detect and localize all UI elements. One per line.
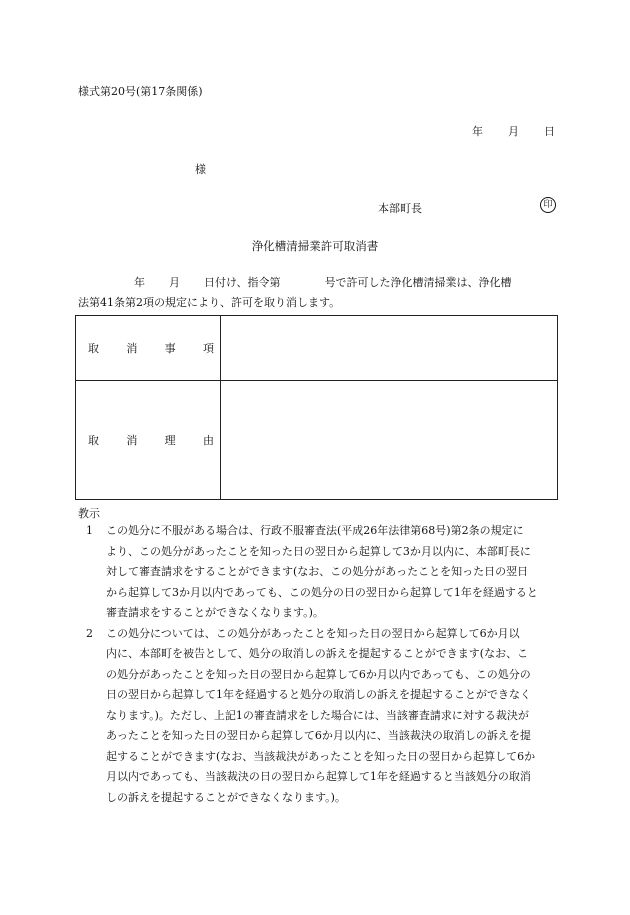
instruction-line: より、この処分があったことを知った日の翌日から起算して3か月以内に、本部町長に bbox=[106, 544, 531, 558]
label-char: 取 bbox=[88, 342, 99, 355]
form-number: 様式第20号(第17条関係) bbox=[78, 85, 203, 98]
instruction-line: の処分があったことを知った日の翌日から起算して6か月以内であっても、この処分の bbox=[106, 667, 531, 681]
intro-year: 年 bbox=[134, 276, 145, 289]
table-row-reason bbox=[76, 381, 558, 500]
label-char: 由 bbox=[202, 434, 214, 447]
detail-table bbox=[75, 315, 558, 500]
cancel-reason-label bbox=[76, 381, 221, 500]
instruction-number: 1 bbox=[86, 524, 93, 537]
date-line bbox=[472, 123, 555, 139]
instruction-line: なります。)。ただし、上記1の審査請求をした場合には、当該審査請求に対する裁決が bbox=[106, 708, 529, 722]
intro-date-suffix: 日付け、指令第 bbox=[204, 276, 281, 289]
instruction-item bbox=[86, 521, 560, 624]
instructions-list bbox=[86, 521, 560, 808]
instruction-line: あったことを知った日の翌日から起算して6か月以内に、当該裁決の取消しの訴えを提 bbox=[106, 729, 531, 742]
instruction-line: 起することができます(なお、当該裁決があったことを知った日の翌日から起算して6か bbox=[106, 749, 536, 763]
intro-text: 号で許可した浄化槽清掃業は、浄化槽 bbox=[324, 276, 512, 289]
instruction-line: 審査請求をすることができなくなります。)。 bbox=[106, 606, 324, 619]
instruction-line: 月以内であっても、当該裁決の日の翌日から起算して1年を経過すると当該処分の取消 bbox=[106, 770, 531, 783]
seal-mark: 印 bbox=[540, 197, 556, 213]
intro-paragraph bbox=[78, 273, 560, 313]
cancel-reason-value bbox=[221, 381, 558, 500]
date-day: 日 bbox=[544, 125, 555, 138]
label-char: 取 bbox=[88, 434, 99, 447]
instruction-line: この処分については、この処分があったことを知った日の翌日から起算して6か月以 bbox=[106, 626, 520, 640]
issuer-name: 本部町長 bbox=[378, 202, 422, 215]
intro-line-1 bbox=[78, 273, 560, 293]
instruction-line: 日の翌日から起算して1年を経過すると処分の取消しの訴えを提起することができなく bbox=[106, 688, 531, 701]
instruction-line: 内に、本部町を被告として、処分の取消しの訴えを提起することができます(なお、こ bbox=[106, 647, 529, 660]
label-char: 理 bbox=[164, 434, 176, 447]
label-char: 消 bbox=[126, 434, 138, 447]
label-char: 事 bbox=[164, 342, 176, 355]
cancel-matter-value bbox=[221, 316, 558, 381]
instruction-line: この処分に不服がある場合は、行政不服審査法(平成26年法律第68号)第2条の規定に bbox=[106, 524, 524, 537]
document-title: 浄化槽清掃業許可取消書 bbox=[251, 239, 379, 253]
cancel-matter-label bbox=[76, 316, 221, 381]
intro-month: 月 bbox=[169, 276, 180, 289]
instruction-line: から起算して3か月以内であっても、この処分の日の翌日から起算して1年を経過すると bbox=[106, 585, 538, 599]
label-char: 項 bbox=[202, 342, 214, 355]
date-month: 月 bbox=[508, 125, 519, 138]
instruction-item bbox=[86, 624, 560, 809]
instruction-line: しの訴えを提起することができなくなります。)。 bbox=[106, 790, 346, 804]
addressee-suffix: 様 bbox=[195, 163, 206, 176]
table-row-matter bbox=[76, 316, 558, 381]
intro-line-2: 法第41条第2項の規定により、許可を取り消します。 bbox=[78, 296, 341, 309]
instruction-line: 対して審査請求をすることができます(なお、この処分があったことを知った日の翌日 bbox=[106, 565, 529, 578]
label-char: 消 bbox=[126, 342, 138, 355]
instructions-heading: 教示 bbox=[78, 507, 100, 520]
instruction-number: 2 bbox=[86, 626, 93, 640]
date-year: 年 bbox=[472, 125, 483, 138]
